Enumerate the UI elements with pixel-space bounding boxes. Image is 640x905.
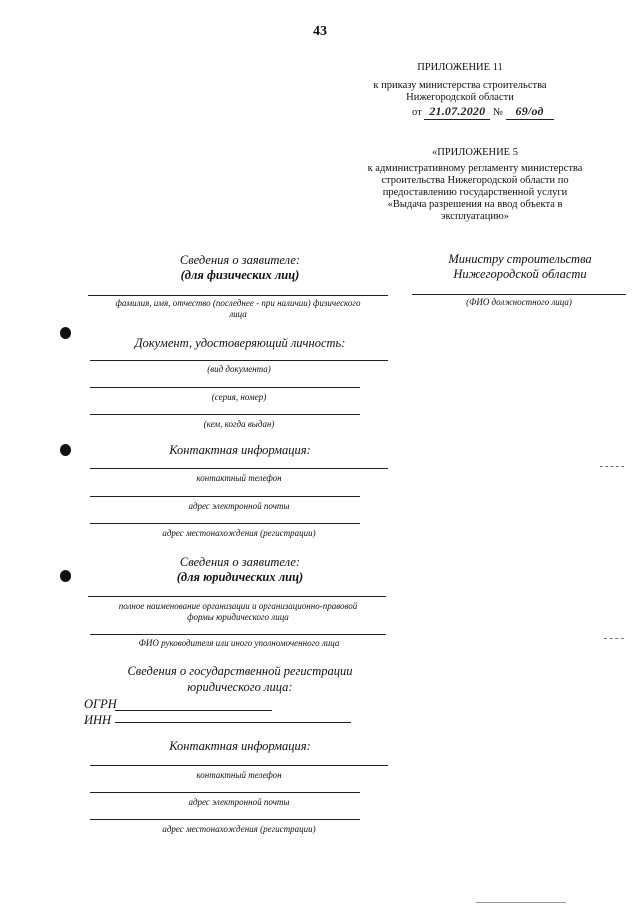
legal-org-caption-line2: формы юридического лица bbox=[187, 612, 289, 622]
punch-hole-2 bbox=[60, 444, 71, 456]
appendix5-line5: эксплуатацию» bbox=[440, 211, 510, 222]
doc-type-line bbox=[90, 360, 388, 361]
individual-phone-line bbox=[90, 468, 388, 469]
date-value: 21.07.2020 bbox=[424, 104, 490, 120]
reg-heading-line1: Сведения о государственной регистрации bbox=[127, 664, 353, 678]
recipient-line2: Нижегородской области bbox=[453, 267, 587, 281]
legal-heading: Сведения о заявителе: bbox=[179, 555, 301, 569]
page-number: 43 bbox=[313, 24, 327, 39]
inn-line bbox=[115, 722, 351, 723]
individual-name-caption-line2: лица bbox=[229, 309, 247, 319]
doc-heading: Документ, удостоверяющий личность: bbox=[134, 336, 346, 350]
doc-issued-line bbox=[90, 414, 360, 415]
appendix-order-line2: Нижегородской области bbox=[406, 92, 514, 103]
legal-subheading: (для юридических лиц) bbox=[176, 570, 304, 584]
doc-series-caption: (серия, номер) bbox=[211, 392, 267, 402]
recipient-line1: Министру строительства bbox=[448, 252, 592, 266]
appendix5-line1: к административному регламенту министерства bbox=[367, 163, 583, 174]
legal-email-line bbox=[90, 792, 360, 793]
recipient-name-line bbox=[412, 294, 626, 295]
appendix5-line4: «Выдача разрешения на ввод объекта в bbox=[387, 199, 563, 210]
doc-type-caption: (вид документа) bbox=[207, 364, 271, 374]
legal-phone-caption: контактный телефон bbox=[196, 770, 282, 780]
legal-head-caption: ФИО руководителя или иного уполномоченного лица bbox=[138, 638, 340, 648]
individual-email-line bbox=[90, 496, 360, 497]
individual-subheading: (для физических лиц) bbox=[180, 268, 300, 282]
individual-heading: Сведения о заявителе: bbox=[179, 253, 301, 267]
scan-mark-3 bbox=[476, 902, 566, 903]
legal-contact-heading: Контактная информация: bbox=[169, 739, 311, 753]
individual-phone-caption: контактный телефон bbox=[196, 473, 282, 483]
recipient-caption: (ФИО должностного лица) bbox=[466, 297, 572, 307]
doc-series-line bbox=[90, 387, 360, 388]
ogrn-label: ОГРН bbox=[84, 697, 117, 711]
appendix-title: ПРИЛОЖЕНИЕ 11 bbox=[417, 62, 503, 73]
punch-hole-3 bbox=[60, 570, 71, 582]
legal-phone-line bbox=[90, 765, 388, 766]
legal-org-line bbox=[88, 596, 386, 597]
date-prefix: от bbox=[412, 107, 422, 118]
appendix-date-row bbox=[412, 104, 554, 120]
legal-email-caption: адрес электронной почты bbox=[188, 797, 290, 807]
individual-address-line bbox=[90, 523, 360, 524]
punch-hole-1 bbox=[60, 327, 71, 339]
appendix5-title: «ПРИЛОЖЕНИЕ 5 bbox=[432, 147, 518, 158]
individual-contact-heading: Контактная информация: bbox=[169, 443, 311, 457]
individual-name-line bbox=[88, 295, 388, 296]
individual-name-caption-line1: фамилия, имя, отчество (последнее - при наличии) физического bbox=[115, 298, 361, 308]
individual-email-caption: адрес электронной почты bbox=[188, 501, 290, 511]
legal-head-line bbox=[90, 634, 386, 635]
appendix5-line3: предоставлению государственной услуги bbox=[382, 187, 568, 198]
scan-mark-2 bbox=[604, 638, 624, 639]
number-prefix: № bbox=[492, 107, 503, 118]
legal-address-line bbox=[90, 819, 360, 820]
individual-address-caption: адрес местонахождения (регистрации) bbox=[162, 528, 316, 538]
appendix5-line2: строительства Нижегородской области по bbox=[381, 175, 569, 186]
ogrn-line bbox=[115, 710, 272, 711]
number-value: 69/од bbox=[506, 104, 554, 120]
scan-mark-1 bbox=[600, 466, 624, 467]
reg-heading-line2: юридического лица: bbox=[187, 680, 293, 694]
legal-org-caption-line1: полное наименование организации и организационно-правовой bbox=[118, 601, 358, 611]
appendix-order-line1: к приказу министерства строительства bbox=[373, 80, 547, 91]
inn-label: ИНН bbox=[84, 713, 112, 727]
legal-address-caption: адрес местонахождения (регистрации) bbox=[162, 824, 316, 834]
doc-issued-caption: (кем, когда выдан) bbox=[203, 419, 275, 429]
